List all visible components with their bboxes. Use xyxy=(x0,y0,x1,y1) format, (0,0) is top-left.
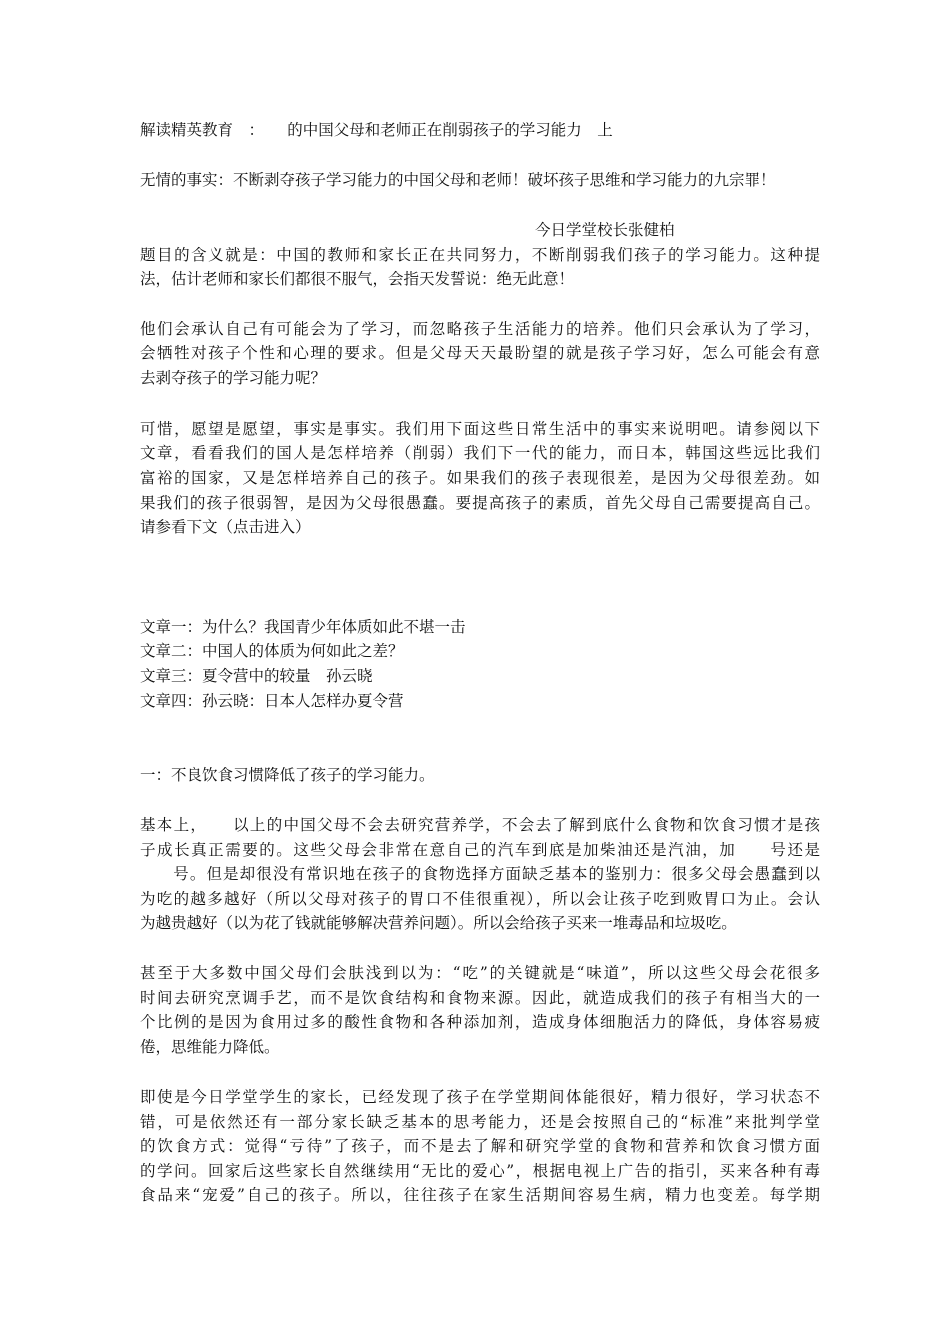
paragraph-line: 食品来“宠爱”自己的孩子。所以，往往孩子在家生活期间容易生病，精力也变差。每学期 xyxy=(140,1186,820,1204)
paragraph-line: 号。但是却很没有常识地在孩子的食物选择方面缺乏基本的鉴别力：很多父母会愚蠢到以 xyxy=(140,865,820,883)
paragraph-line: 富裕的国家，又是怎样培养自己的孩子。如果我们的孩子表现很差，是因为父母很差劲。如 xyxy=(140,469,820,487)
paragraph-line: 个比例的是因为食用过多的酸性食物和各种添加剂，造成身体细胞活力的降低，身体容易疲 xyxy=(140,1013,820,1031)
article-link-2[interactable]: 文章二：中国人的体质为何如此之差？ xyxy=(140,642,404,660)
paragraph-line: 基本上， 以上的中国父母不会去研究营养学，不会去了解到底什么食物和饮食习惯才是孩 xyxy=(140,816,820,834)
article-link-3[interactable]: 文章三：夏令营中的较量 孙云晓 xyxy=(140,667,373,685)
paragraph-line: 为越贵越好（以为花了钱就能够解决营养问题）。所以会给孩子买来一堆毒品和垃圾吃。 xyxy=(140,914,737,932)
document-title: 解读精英教育 ： 的中国父母和老师正在削弱孩子的学习能力 上 xyxy=(140,121,613,139)
paragraph-line: 法，估计老师和家长们都很不服气，会指天发誓说：绝无此意！ xyxy=(140,270,575,288)
paragraph-line: 的饮食方式：觉得“亏待”了孩子，而不是去了解和研究学堂的食物和营养和饮食习惯方面 xyxy=(140,1137,820,1155)
paragraph-line: 错，可是依然还有一部分家长缺乏基本的思考能力，还是会按照自己的“标准”来批判学堂 xyxy=(140,1113,820,1131)
paragraph-line: 的学问。回家后这些家长自然继续用“无比的爱心”，根据电视上广告的指引，买来各种有毒 xyxy=(140,1162,820,1180)
paragraph-line: 会牺牲对孩子个性和心理的要求。但是父母天天最盼望的就是孩子学习好，怎么可能会有意 xyxy=(140,344,820,362)
paragraph-line: 甚至于大多数中国父母们会肤浅到以为：“吃”的关键就是“味道”，所以这些父母会花很多 xyxy=(140,964,820,982)
paragraph-line: 请参看下文（点击进入） xyxy=(140,518,311,536)
article-link-1[interactable]: 文章一：为什么？我国青少年体质如此不堪一击 xyxy=(140,618,466,636)
paragraph-line: 可惜，愿望是愿望，事实是事实。我们用下面这些日常生活中的事实来说明吧。请参阅以下 xyxy=(140,420,820,438)
paragraph-line: 为吃的越多越好（所以父母对孩子的胃口不佳很重视），所以会让孩子吃到败胃口为止。会认 xyxy=(140,890,820,908)
paragraph-line: 倦，思维能力降低。 xyxy=(140,1038,280,1056)
article-link-4[interactable]: 文章四：孙云晓：日本人怎样办夏令营 xyxy=(140,692,404,710)
paragraph-line: 文章，看看我们的国人是怎样培养（削弱）我们下一代的能力，而日本，韩国这些远比我们 xyxy=(140,444,820,462)
document-subtitle: 无情的事实：不断剥夺孩子学习能力的中国父母和老师！破坏孩子思维和学习能力的九宗罪！ xyxy=(140,171,776,189)
paragraph-line: 题目的含义就是：中国的教师和家长正在共同努力，不断削弱我们孩子的学习能力。这种提 xyxy=(140,246,820,264)
paragraph-line: 去剥夺孩子的学习能力呢？ xyxy=(140,369,327,387)
paragraph-line: 时间去研究烹调手艺，而不是饮食结构和食物来源。因此，就造成我们的孩子有相当大的一 xyxy=(140,989,820,1007)
paragraph-line: 果我们的孩子很弱智，是因为父母很愚蠢。要提高孩子的素质，首先父母自己需要提高自己。 xyxy=(140,494,820,512)
paragraph-line: 即使是今日学堂学生的家长，已经发现了孩子在学堂期间体能很好，精力很好，学习状态不 xyxy=(140,1088,820,1106)
paragraph-line: 他们会承认自己有可能会为了学习，而忽略孩子生活能力的培养。他们只会承认为了学习， xyxy=(140,320,820,338)
author-byline: 今日学堂校长张健柏 xyxy=(535,221,675,239)
paragraph-line: 子成长真正需要的。这些父母会非常在意自己的汽车到底是加柴油还是汽油，加 号还是 xyxy=(140,841,820,859)
section-heading: 一：不良饮食习惯降低了孩子的学习能力。 xyxy=(140,766,435,784)
